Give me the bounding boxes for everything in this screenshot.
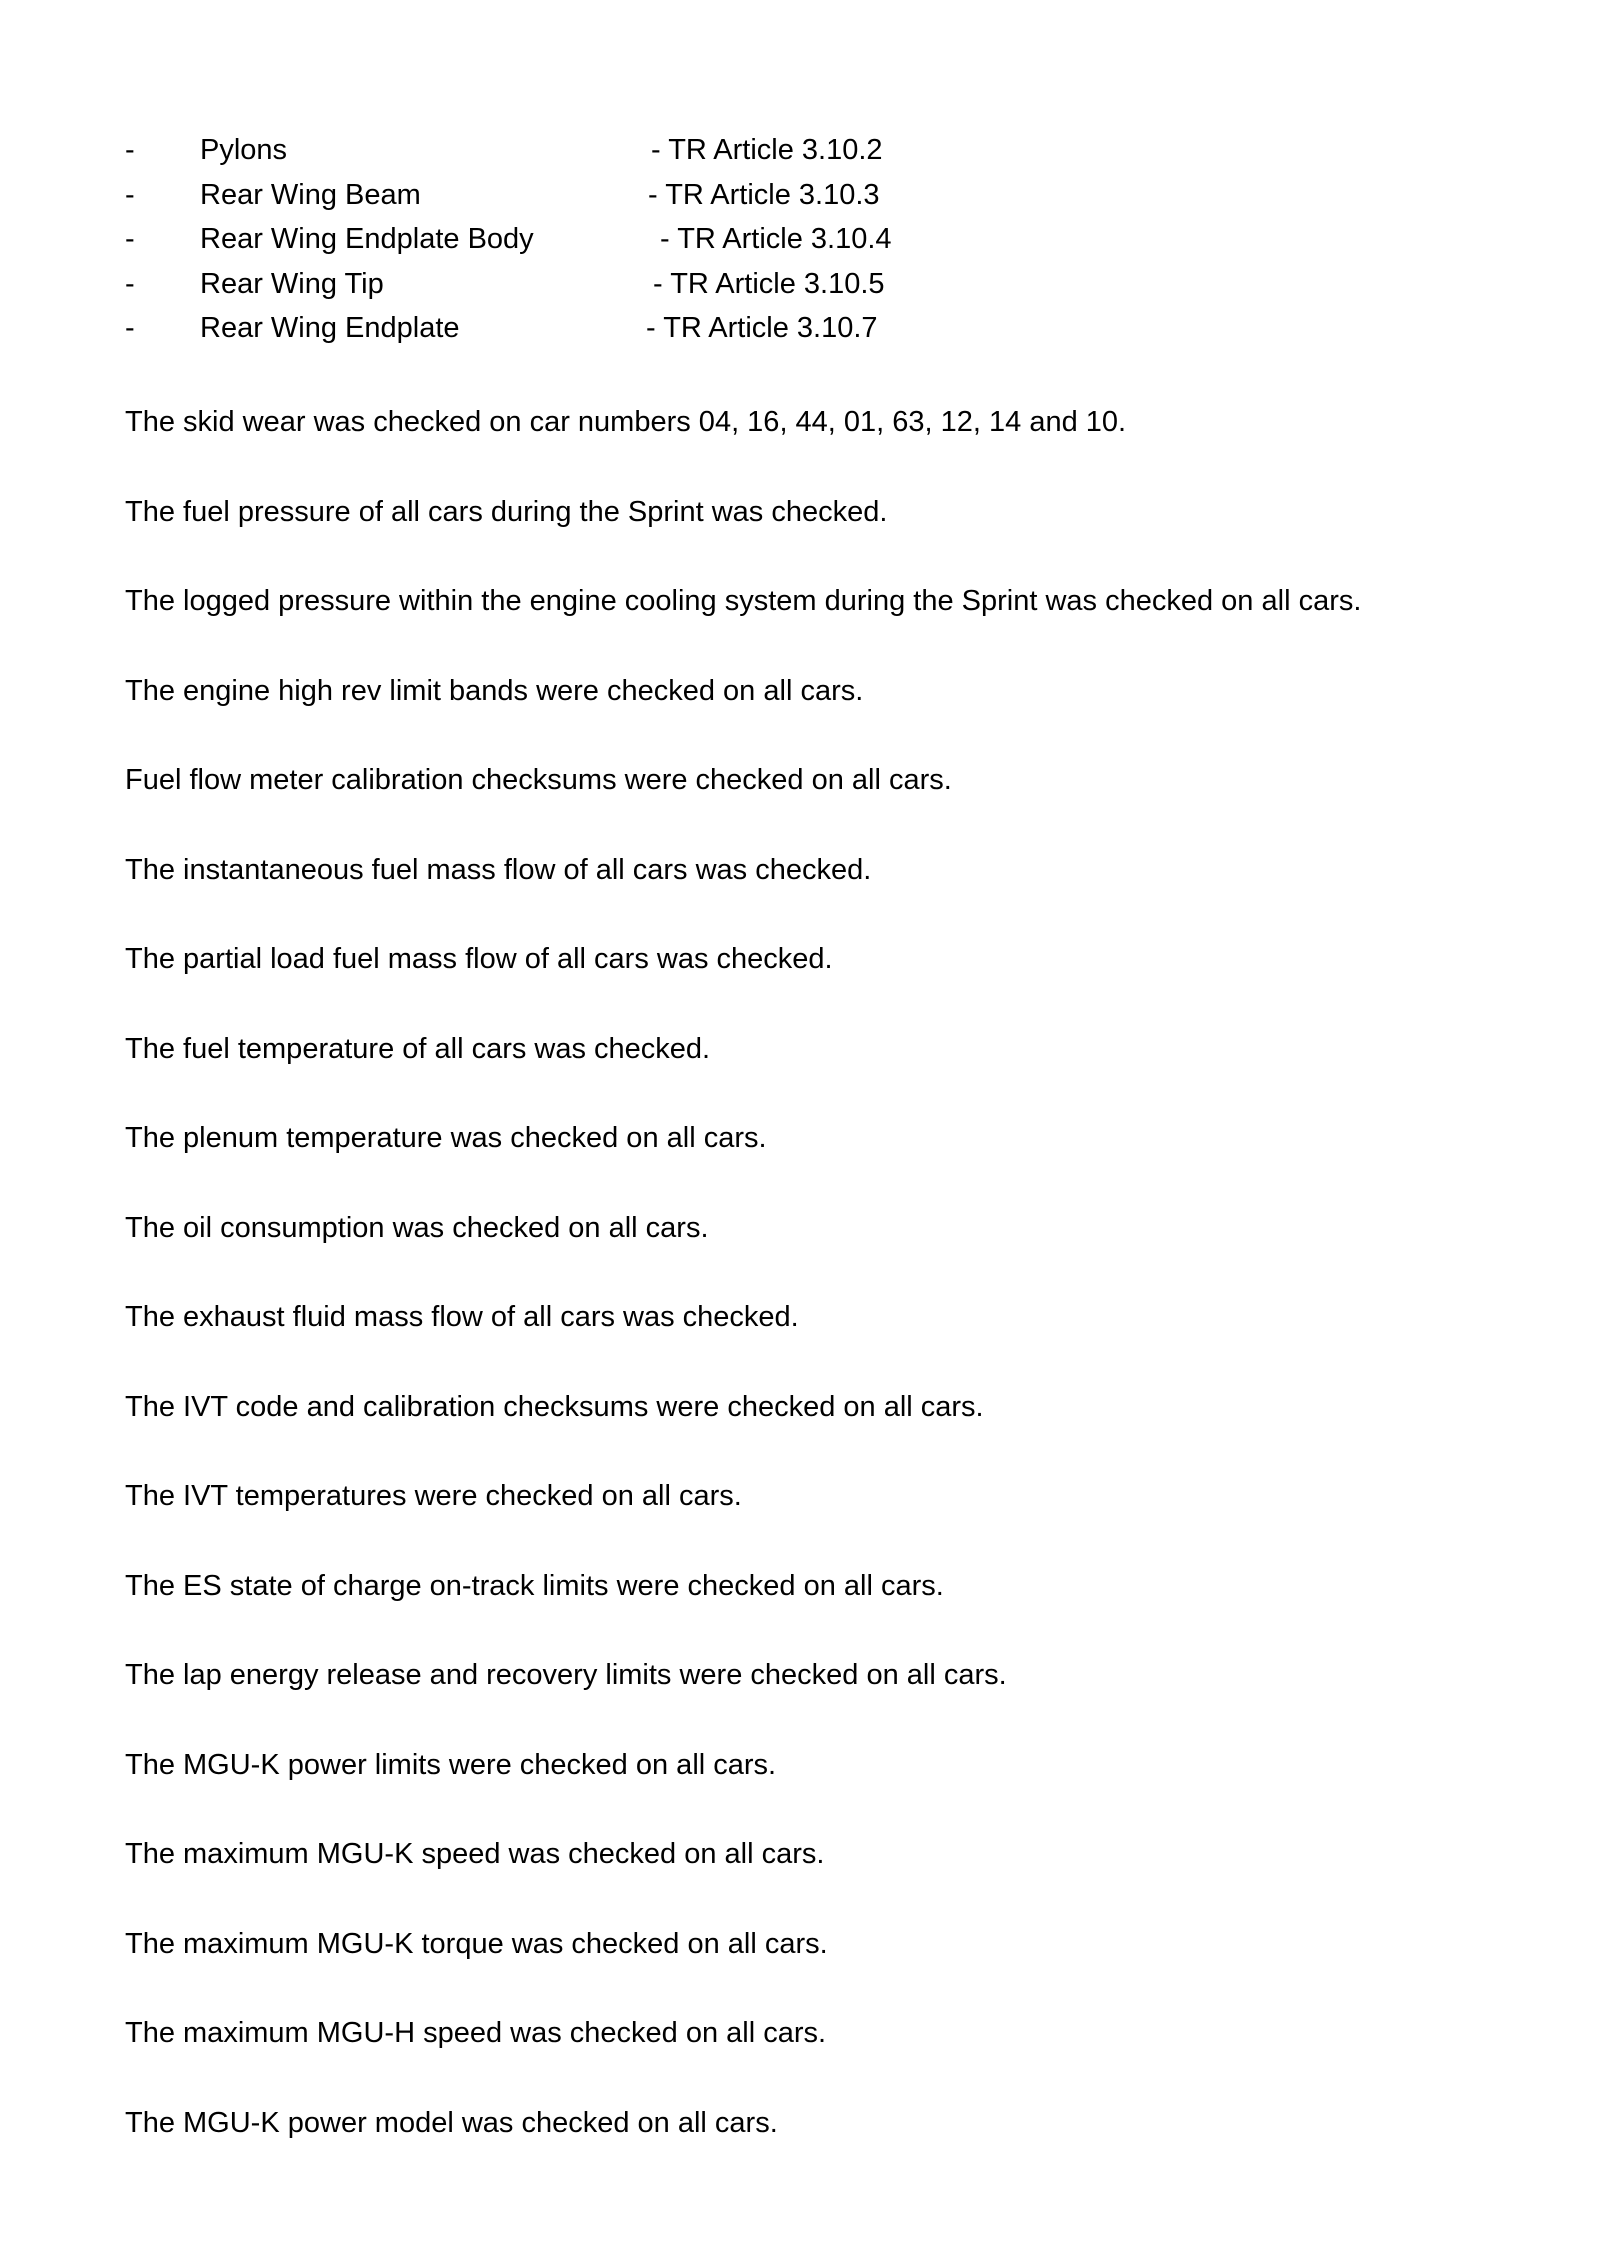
list-dash: - xyxy=(125,134,135,166)
component-name: Rear Wing Endplate xyxy=(200,312,460,344)
check-paragraph: Fuel flow meter calibration checksums were checked on all cars. xyxy=(125,764,952,796)
list-dash: - xyxy=(125,312,135,344)
article-reference: - TR Article 3.10.5 xyxy=(653,267,885,300)
check-paragraph: The oil consumption was checked on all cars. xyxy=(125,1211,709,1244)
list-item xyxy=(125,128,1125,173)
check-paragraph: The partial load fuel mass flow of all cars was checked. xyxy=(125,943,833,975)
article-reference: - TR Article 3.10.4 xyxy=(660,223,892,255)
article-reference: - TR Article 3.10.3 xyxy=(648,178,880,211)
check-paragraph: The plenum temperature was checked on all cars. xyxy=(125,1122,767,1154)
component-name: Pylons xyxy=(200,134,288,166)
component-name: Rear Wing Tip xyxy=(200,267,384,300)
check-paragraph: The skid wear was checked on car numbers 04, 16, 44, 01, 63, 12, 14 and 10. xyxy=(125,406,1127,438)
list-item xyxy=(125,173,1125,218)
check-paragraph: The fuel temperature of all cars was checked. xyxy=(125,1032,711,1065)
list-dash: - xyxy=(125,178,135,211)
check-paragraph: The MGU-K power limits were checked on all cars. xyxy=(125,1748,777,1781)
list-dash: - xyxy=(125,223,135,255)
article-reference: - TR Article 3.10.7 xyxy=(646,312,878,344)
list-dash: - xyxy=(125,267,135,300)
check-paragraph: The ES state of charge on-track limits were checked on all cars. xyxy=(125,1569,944,1602)
check-paragraph: The MGU-K power model was checked on all cars. xyxy=(125,2106,778,2139)
check-paragraph: The maximum MGU-H speed was checked on all cars. xyxy=(125,2017,827,2049)
check-paragraphs xyxy=(125,400,1565,2190)
check-paragraph: The lap energy release and recovery limits were checked on all cars. xyxy=(125,1659,1007,1691)
component-name: Rear Wing Endplate Body xyxy=(200,223,534,255)
check-paragraph: The IVT code and calibration checksums were checked on all cars. xyxy=(125,1390,984,1423)
list-item xyxy=(125,306,1125,351)
component-list xyxy=(125,128,1125,351)
article-reference: - TR Article 3.10.2 xyxy=(651,134,883,166)
check-paragraph: The exhaust fluid mass flow of all cars was checked. xyxy=(125,1301,799,1333)
check-paragraph: The fuel pressure of all cars during the Sprint was checked. xyxy=(125,495,888,528)
list-item xyxy=(125,217,1125,262)
component-name: Rear Wing Beam xyxy=(200,178,421,211)
check-paragraph: The engine high rev limit bands were checked on all cars. xyxy=(125,674,864,707)
check-paragraph: The logged pressure within the engine cooling system during the Sprint was checked on all cars. xyxy=(125,585,1362,617)
check-paragraph: The maximum MGU-K speed was checked on all cars. xyxy=(125,1838,825,1870)
check-paragraph: The maximum MGU-K torque was checked on all cars. xyxy=(125,1927,828,1960)
check-paragraph: The IVT temperatures were checked on all cars. xyxy=(125,1480,742,1512)
list-item xyxy=(125,262,1125,307)
check-paragraph: The instantaneous fuel mass flow of all cars was checked. xyxy=(125,853,872,886)
